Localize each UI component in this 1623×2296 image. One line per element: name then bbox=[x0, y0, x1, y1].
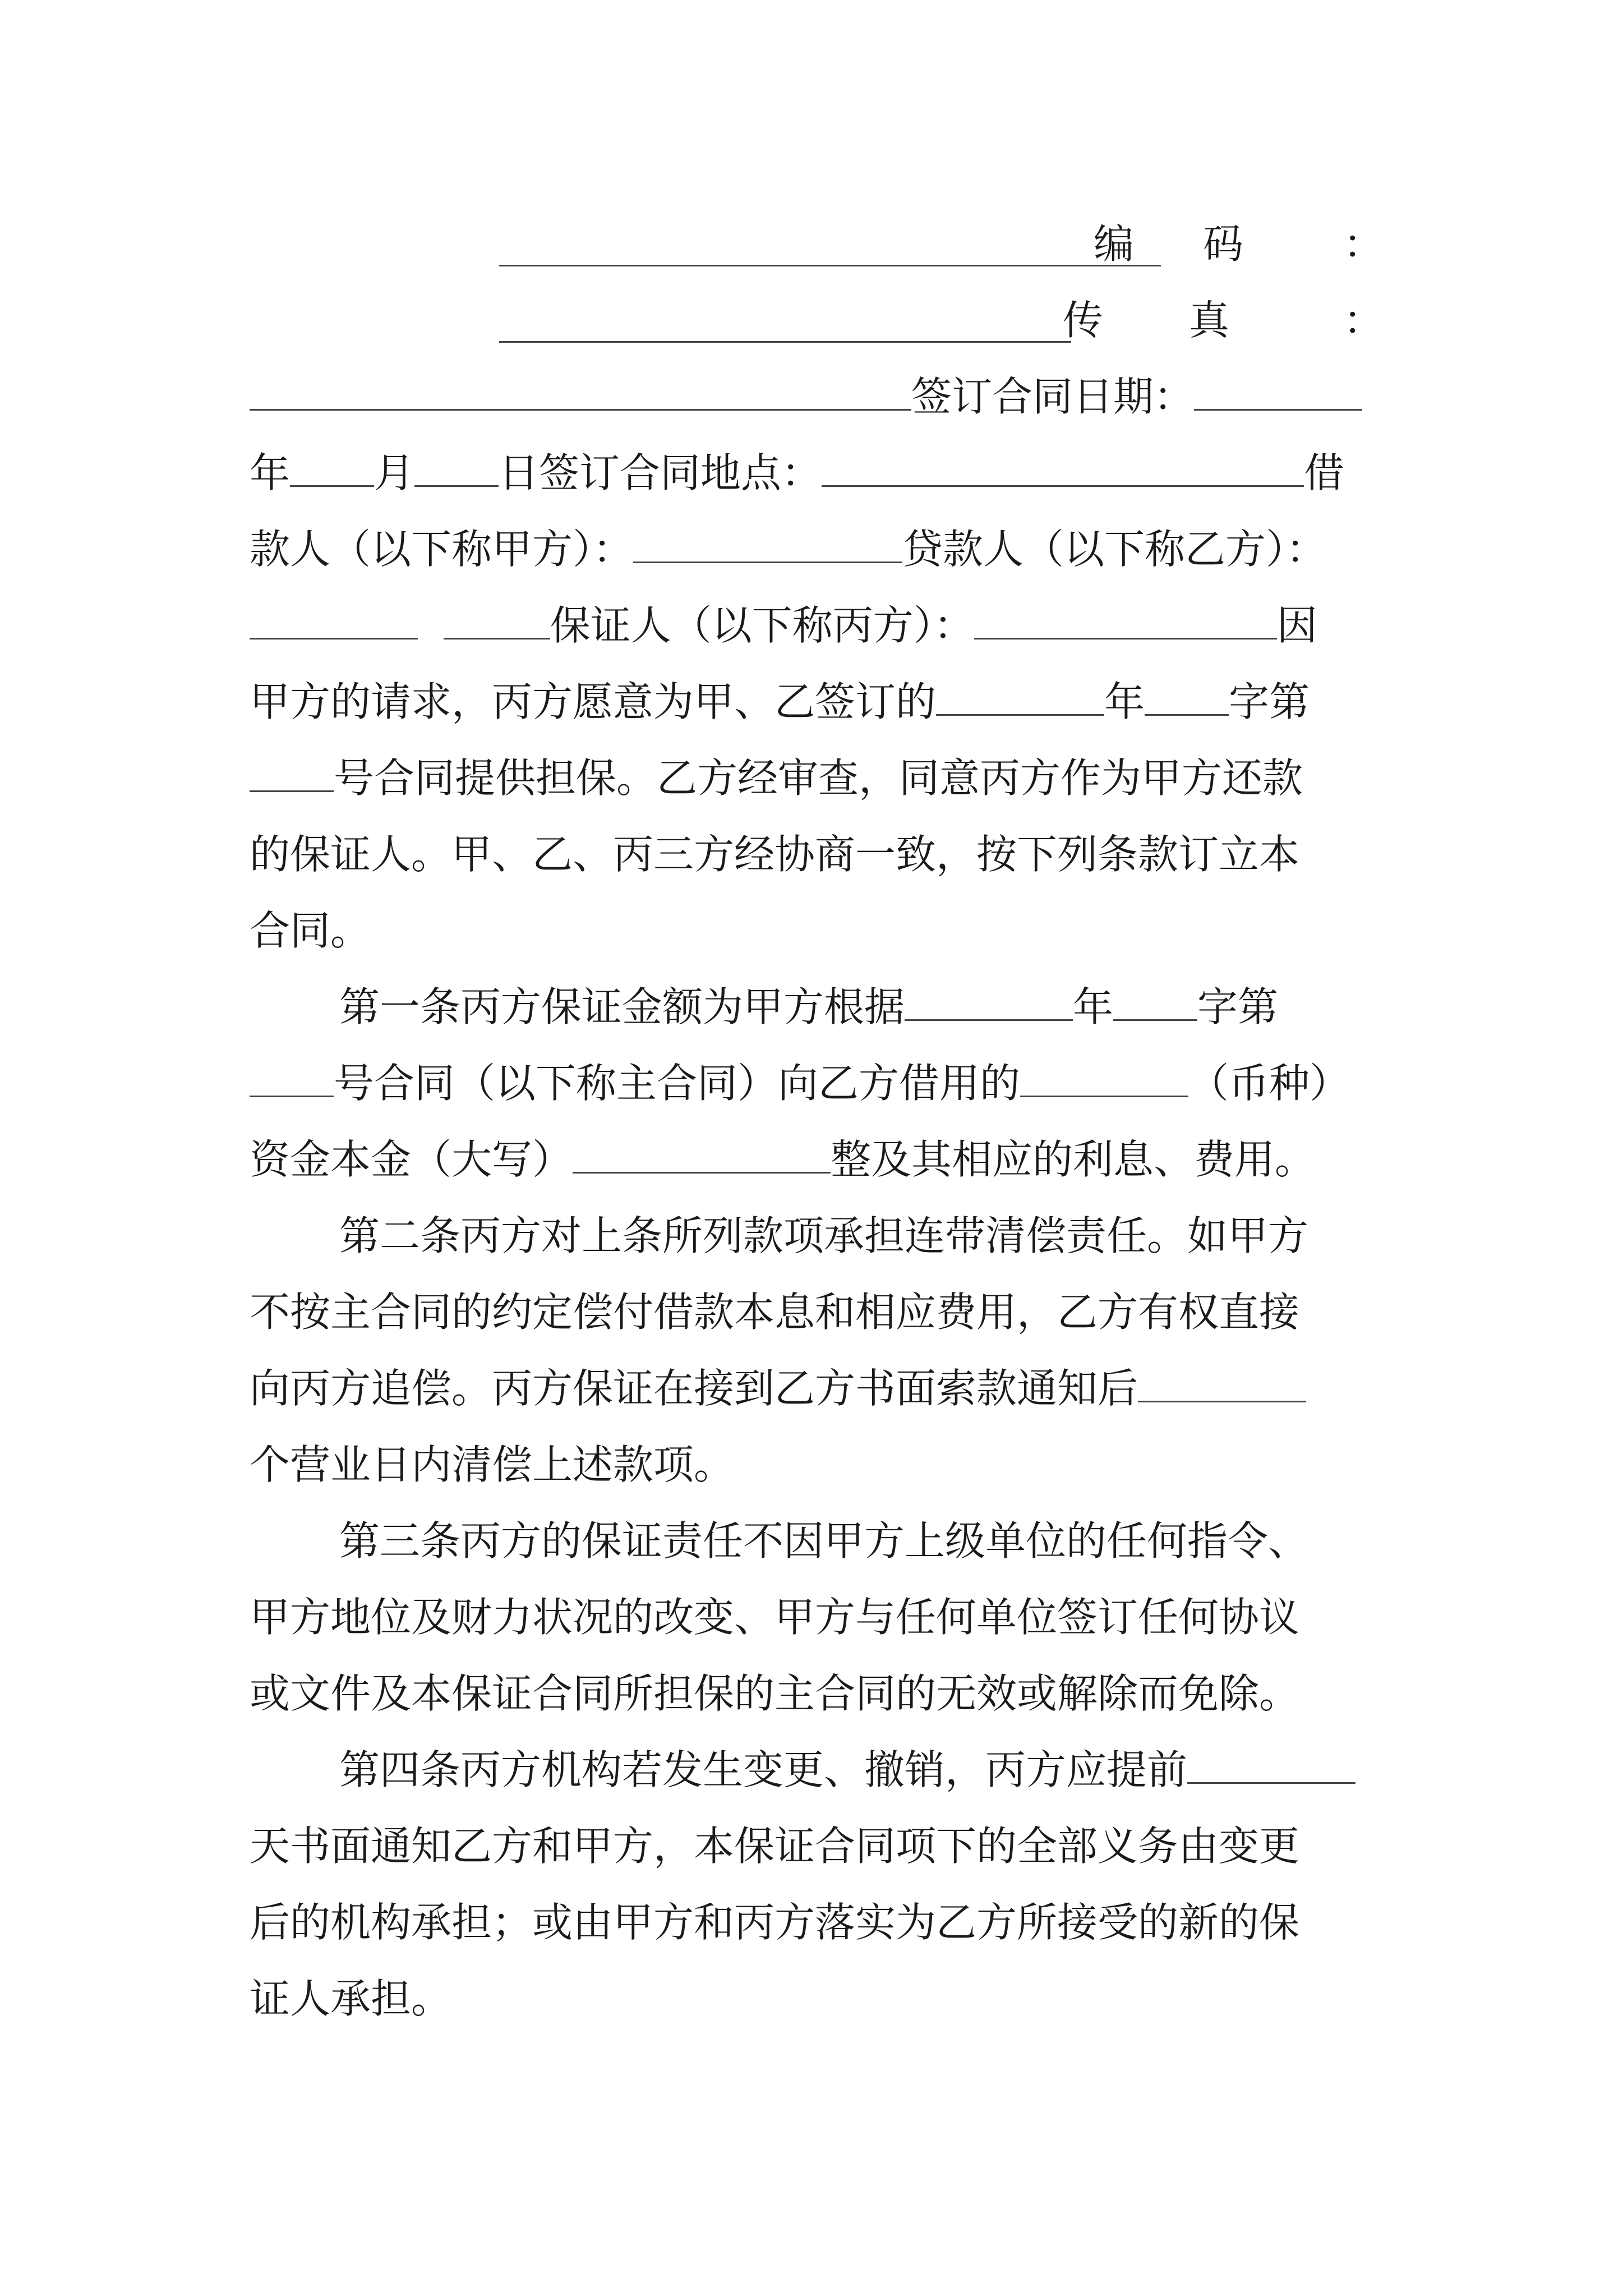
borrower-start-text: 借 bbox=[1304, 449, 1345, 496]
parties-row-1 bbox=[250, 521, 1394, 577]
article-4-line-1 bbox=[250, 1742, 1394, 1798]
header-code-row bbox=[250, 216, 1394, 272]
article-4-text-4: 证人承担。 bbox=[250, 1975, 452, 2022]
year-word: 年 bbox=[1104, 678, 1145, 725]
currency-text: （币种） bbox=[1188, 1060, 1350, 1107]
article-4-line-4 bbox=[250, 1971, 1394, 2027]
notice-days-blank bbox=[1187, 1743, 1355, 1784]
principal-text: 资金本金（大写） bbox=[250, 1136, 573, 1183]
article-4-line-2 bbox=[250, 1818, 1394, 1874]
article-1-line-2 bbox=[250, 1055, 1394, 1111]
body-line-10 bbox=[250, 903, 1394, 959]
article-1-year-word: 年 bbox=[1073, 983, 1114, 1030]
article-4-text-3: 后的机构承担；或由甲方和丙方落实为乙方所接受的新的保 bbox=[250, 1899, 1300, 1946]
parties-row-2 bbox=[250, 597, 1394, 654]
article-2-text-4: 个营业日内清偿上述款项。 bbox=[250, 1441, 735, 1488]
code-label-char-1: 编 bbox=[1094, 220, 1135, 268]
article-1-text: 第一条丙方保证金额为甲方根据 bbox=[339, 983, 905, 1030]
lender-blank-2 bbox=[444, 599, 550, 639]
currency-blank bbox=[1020, 1056, 1188, 1097]
contract-char-blank bbox=[1145, 675, 1229, 716]
article-2-line-4 bbox=[250, 1437, 1394, 1493]
article-1-char-no-word: 字第 bbox=[1197, 983, 1279, 1030]
body-line-7 bbox=[250, 674, 1394, 730]
principal-blank bbox=[573, 1133, 831, 1174]
article-1-year-blank bbox=[905, 980, 1073, 1021]
day-blank bbox=[414, 446, 499, 487]
contract-year-blank bbox=[936, 675, 1104, 716]
sign-date-label: 签订合同日期： bbox=[911, 373, 1195, 420]
fax-blank bbox=[499, 341, 1071, 343]
char-no-word: 字第 bbox=[1229, 678, 1310, 725]
main-contract-text: 号合同（以下称主合同）向乙方借用的 bbox=[334, 1060, 1021, 1107]
guarantee-text: 号合同提供担保。乙方经审查，同意丙方作为甲方还款 bbox=[334, 754, 1303, 802]
body-line-8 bbox=[250, 750, 1394, 806]
lender-blank bbox=[250, 599, 418, 639]
date-place-row bbox=[250, 445, 1394, 501]
header-fax-row bbox=[250, 292, 1394, 348]
header-sign-date-row bbox=[250, 369, 1394, 425]
contract-number-blank bbox=[250, 751, 334, 792]
day-place-text: 日签订合同地点： bbox=[499, 449, 822, 496]
article-4-line-3 bbox=[250, 1894, 1394, 1950]
request-text: 甲方的请求，丙方愿意为甲、乙签订的 bbox=[250, 678, 937, 725]
contract-end-text: 合同。 bbox=[250, 907, 371, 954]
body-line-9 bbox=[250, 826, 1394, 882]
article-3-text-1: 第三条丙方的保证责任不因甲方上级单位的任何指令、 bbox=[339, 1517, 1309, 1565]
month-text: 月 bbox=[374, 449, 415, 496]
guarantor-blank bbox=[974, 599, 1277, 639]
fax-label-char-2: 真 bbox=[1189, 297, 1230, 344]
article-3-line-1 bbox=[250, 1513, 1394, 1569]
guarantor-label: 保证人（以下称丙方）： bbox=[550, 602, 974, 649]
borrower-blank bbox=[633, 522, 902, 563]
month-blank bbox=[290, 446, 374, 487]
article-2-line-2 bbox=[250, 1284, 1394, 1340]
article-4-text-2: 天书面通知乙方和甲方，本保证合同项下的全部义务由变更 bbox=[250, 1823, 1300, 1870]
article-3-line-3 bbox=[250, 1665, 1394, 1722]
interest-text: 整及其相应的利息、费用。 bbox=[831, 1136, 1316, 1183]
fax-label-char-1: 传 bbox=[1063, 297, 1104, 344]
code-label-colon: ： bbox=[1343, 220, 1384, 268]
days-blank bbox=[1138, 1361, 1306, 1402]
agreement-text: 的保证人。甲、乙、丙三方经协商一致，按下列条款订立本 bbox=[250, 831, 1300, 878]
article-1-line-1 bbox=[250, 979, 1394, 1035]
article-1-char-blank bbox=[1113, 980, 1197, 1021]
place-blank bbox=[822, 446, 1304, 487]
code-blank bbox=[499, 265, 1161, 266]
article-2-line-1 bbox=[250, 1208, 1394, 1264]
article-2-line-3 bbox=[250, 1360, 1394, 1416]
year-text: 年 bbox=[250, 449, 291, 496]
sign-party-blank bbox=[250, 370, 911, 411]
article-3-line-2 bbox=[250, 1589, 1394, 1645]
borrower-label: 款人（以下称甲方）： bbox=[250, 526, 634, 573]
article-2-text-2: 不按主合同的约定偿付借款本息和相应费用，乙方有权直接 bbox=[250, 1289, 1300, 1336]
article-1-number-blank bbox=[250, 1056, 334, 1097]
article-3-text-3: 或文件及本保证合同所担保的主合同的无效或解除而免除。 bbox=[250, 1670, 1300, 1717]
because-text: 因 bbox=[1276, 602, 1317, 649]
lender-label: 贷款人（以下称乙方）： bbox=[902, 526, 1327, 573]
article-4-text-1: 第四条丙方机构若发生变更、撤销，丙方应提前 bbox=[339, 1746, 1188, 1793]
article-2-text-1: 第二条丙方对上条所列款项承担连带清偿责任。如甲方 bbox=[339, 1212, 1309, 1259]
code-label-char-2: 码 bbox=[1203, 220, 1244, 268]
fax-label-colon: ： bbox=[1343, 297, 1384, 344]
article-1-line-3 bbox=[250, 1131, 1394, 1188]
article-3-text-2: 甲方地位及财力状况的改变、甲方与任何单位签订任何协议 bbox=[250, 1594, 1300, 1641]
sign-date-blank bbox=[1194, 370, 1362, 411]
article-2-text-3: 向丙方追偿。丙方保证在接到乙方书面索款通知后 bbox=[250, 1365, 1138, 1412]
